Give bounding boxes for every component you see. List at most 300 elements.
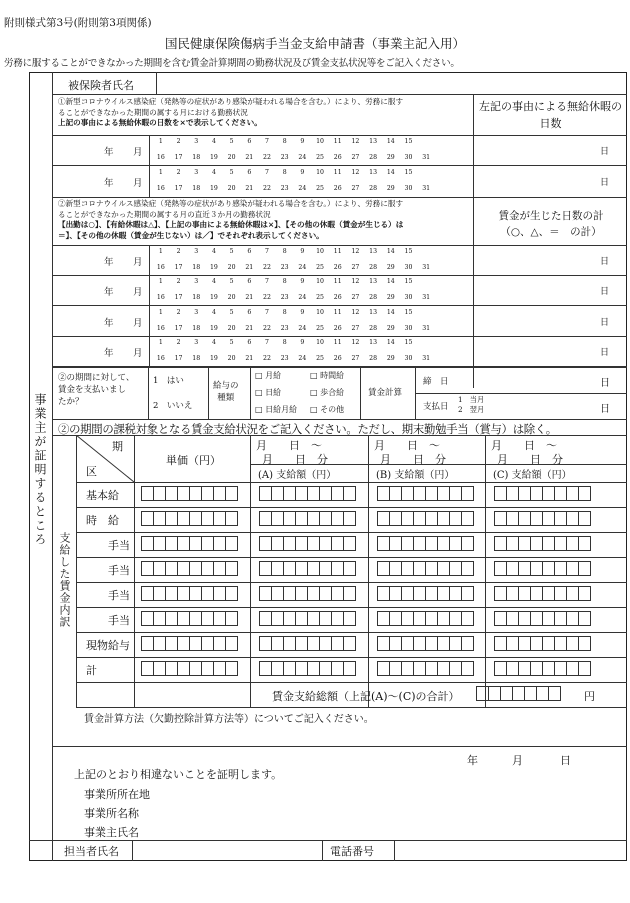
calendar-day[interactable]: 30 — [404, 325, 413, 332]
calendar-day[interactable]: 3 — [194, 339, 199, 346]
calendar-day[interactable]: 30 — [404, 154, 413, 161]
calendar-days-row2[interactable] — [152, 154, 435, 161]
unit-price-boxes[interactable] — [141, 511, 237, 526]
calendar-day[interactable]: 21 — [245, 264, 254, 271]
calendar-day[interactable]: 23 — [280, 325, 289, 332]
divider — [76, 482, 627, 483]
calendar-day[interactable]: 26 — [333, 264, 342, 271]
amount-a-boxes[interactable] — [259, 561, 355, 576]
calendar-day[interactable]: 10 — [316, 169, 324, 176]
calendar-day[interactable]: 25 — [316, 185, 324, 192]
calendar-day[interactable]: 23 — [280, 264, 289, 271]
calendar-day[interactable]: 29 — [386, 355, 395, 362]
divider — [76, 557, 627, 558]
calendar-day[interactable]: 19 — [209, 154, 218, 161]
calendar-day[interactable]: 7 — [265, 339, 269, 346]
calendar-day[interactable]: 19 — [209, 355, 218, 362]
amount-c-boxes[interactable] — [494, 561, 590, 576]
calendar-day[interactable]: 21 — [245, 154, 254, 161]
calendar-day[interactable]: 29 — [386, 294, 395, 301]
calendar-day[interactable]: 11 — [333, 339, 342, 346]
amount-c-boxes[interactable] — [494, 611, 590, 626]
calendar-day[interactable]: 11 — [333, 278, 342, 285]
calendar-day[interactable]: 13 — [369, 309, 378, 316]
calendar-day[interactable]: 25 — [316, 294, 324, 301]
divider — [52, 245, 627, 246]
calendar-day[interactable]: 6 — [247, 309, 252, 316]
calendar-day[interactable]: 24 — [298, 325, 307, 332]
calendar-day[interactable]: 18 — [192, 154, 201, 161]
amount-b-boxes[interactable] — [377, 661, 473, 676]
calendar-day[interactable]: 9 — [300, 138, 305, 145]
calendar-day[interactable]: 9 — [300, 339, 305, 346]
unit-price-boxes[interactable] — [141, 486, 237, 501]
amount-c-boxes[interactable] — [494, 586, 590, 601]
wage-type-label: 給与の 種類 — [213, 381, 239, 403]
calendar-day[interactable]: 30 — [404, 355, 413, 362]
calendar-day[interactable]: 30 — [404, 294, 413, 301]
calendar-day[interactable]: 4 — [211, 248, 216, 255]
calendar-day[interactable]: 23 — [280, 154, 289, 161]
calendar-day[interactable]: 7 — [265, 169, 269, 176]
calendar-day[interactable]: 25 — [316, 154, 324, 161]
amount-c-boxes[interactable] — [494, 536, 590, 551]
calendar-day[interactable]: 3 — [194, 138, 199, 145]
calendar-day[interactable]: 24 — [298, 294, 307, 301]
calendar-day[interactable]: 20 — [227, 154, 236, 161]
calendar-day[interactable]: 15 — [404, 248, 413, 255]
calendar-day[interactable]: 26 — [333, 325, 342, 332]
calendar-day[interactable]: 28 — [369, 264, 378, 271]
calendar-day[interactable]: 15 — [404, 169, 413, 176]
divider — [76, 707, 627, 708]
calendar-day[interactable]: 22 — [263, 325, 271, 332]
calendar-day[interactable]: 6 — [247, 339, 252, 346]
calendar-day[interactable]: 23 — [280, 355, 289, 362]
calendar-day[interactable]: 21 — [245, 325, 254, 332]
calendar-day[interactable]: 4 — [211, 278, 216, 285]
calendar-day[interactable]: 15 — [404, 138, 413, 145]
calendar-day[interactable]: 8 — [282, 169, 287, 176]
calendar-day[interactable]: 9 — [300, 169, 305, 176]
wage-type-piece[interactable]: □ 歩合給 — [310, 388, 345, 397]
calendar-day[interactable]: 12 — [351, 339, 360, 346]
calendar-year-label: 年 — [104, 287, 114, 298]
staff-name-label: 担当者氏名 — [64, 845, 119, 858]
calendar-day[interactable]: 5 — [229, 169, 234, 176]
calendar-day[interactable]: 19 — [209, 185, 218, 192]
amount-a-boxes[interactable] — [259, 586, 355, 601]
unit-price-boxes[interactable] — [141, 586, 237, 601]
calendar-day[interactable]: 18 — [192, 294, 201, 301]
calendar-day[interactable]: 30 — [404, 185, 413, 192]
calendar-day[interactable]: 28 — [369, 294, 378, 301]
calendar-day[interactable]: 26 — [333, 185, 342, 192]
calendar-day[interactable]: 1 — [158, 248, 163, 255]
calendar-month-label: 月 — [133, 348, 143, 359]
calendar-day[interactable]: 2 — [176, 339, 181, 346]
calendar-day[interactable]: 28 — [369, 355, 378, 362]
calendar-day[interactable]: 11 — [333, 309, 342, 316]
calendar-day[interactable]: 18 — [192, 185, 201, 192]
calendar-days-row2[interactable] — [152, 294, 435, 301]
calendar-day[interactable]: 27 — [351, 294, 360, 301]
unit-price-boxes[interactable] — [141, 561, 237, 576]
calendar-day[interactable]: 23 — [280, 294, 289, 301]
period-label: 期 — [112, 440, 123, 453]
calendar-day[interactable]: 5 — [229, 309, 234, 316]
calendar-day[interactable]: 9 — [300, 309, 305, 316]
calendar-day[interactable]: 2 — [176, 309, 181, 316]
divider — [322, 840, 323, 861]
unit-price-boxes[interactable] — [141, 661, 237, 676]
calc-method-label: 賃金計算方法（欠勤控除計算方法等）についてご記入ください。 — [84, 714, 374, 725]
calendar-day[interactable]: 12 — [351, 138, 360, 145]
calendar-day[interactable]: 25 — [316, 264, 324, 271]
calendar-days-row2[interactable] — [152, 185, 435, 192]
office-address-label: 事業所所在地 — [84, 788, 150, 801]
divider — [149, 275, 150, 305]
calendar-day[interactable]: 16 — [156, 355, 165, 362]
divider — [394, 840, 395, 861]
amount-c-boxes[interactable] — [494, 486, 590, 501]
calendar-day[interactable]: 26 — [333, 355, 342, 362]
amount-b-boxes[interactable] — [377, 536, 473, 551]
calendar-day[interactable]: 19 — [209, 294, 218, 301]
calendar-days-row1[interactable] — [152, 169, 417, 176]
calendar-day[interactable]: 22 — [263, 264, 271, 271]
calendar-day[interactable]: 6 — [247, 248, 252, 255]
calendar-day[interactable]: 13 — [369, 339, 378, 346]
amount-b-boxes[interactable] — [377, 561, 473, 576]
calendar-day[interactable]: 1 — [158, 169, 163, 176]
amount-b-boxes[interactable] — [377, 636, 473, 651]
pay-day-options[interactable]: 1 当月 2 翌月 — [458, 395, 485, 414]
calendar-day[interactable]: 23 — [280, 185, 289, 192]
calendar-day[interactable]: 21 — [245, 294, 254, 301]
wage-type-daily-monthly[interactable]: □ 日給月給 — [255, 405, 298, 414]
calendar-day[interactable]: 17 — [174, 185, 183, 192]
divider — [149, 306, 150, 336]
calendar-day[interactable]: 27 — [351, 154, 360, 161]
calendar-day[interactable]: 4 — [211, 339, 216, 346]
wage-type-other[interactable]: □ その他 — [310, 405, 345, 414]
calendar-day[interactable]: 1 — [158, 138, 163, 145]
calendar-day[interactable]: 8 — [282, 138, 287, 145]
calendar-days-row1[interactable] — [152, 309, 417, 316]
calendar-day[interactable]: 22 — [263, 185, 271, 192]
calendar-day[interactable]: 7 — [265, 309, 269, 316]
divider — [52, 165, 627, 166]
calendar-days-row1[interactable] — [152, 138, 417, 145]
calendar-day[interactable]: 24 — [298, 185, 307, 192]
calendar-day[interactable]: 22 — [263, 355, 271, 362]
calendar-days-row2[interactable] — [152, 355, 435, 362]
form-number: 附則様式第3号(附則第3項関係) — [4, 17, 152, 29]
calendar-day[interactable]: 4 — [211, 169, 216, 176]
calendar-day[interactable]: 17 — [174, 264, 183, 271]
divider — [52, 336, 627, 337]
calendar-month-label: 月 — [133, 178, 143, 189]
calendar-day[interactable]: 22 — [263, 154, 271, 161]
calendar-day[interactable]: 20 — [227, 325, 236, 332]
calendar-day[interactable]: 31 — [422, 154, 431, 161]
calendar-day[interactable]: 31 — [422, 185, 431, 192]
calendar-day-unit: 日 — [600, 257, 610, 267]
calendar-month-label: 月 — [133, 287, 143, 298]
divider — [52, 135, 627, 136]
amount-b-boxes[interactable] — [377, 611, 473, 626]
calendar-day[interactable]: 10 — [316, 138, 324, 145]
calendar-month-label: 月 — [133, 257, 143, 268]
calendar-day[interactable]: 10 — [316, 248, 324, 255]
divider — [52, 197, 627, 198]
calendar-day[interactable]: 14 — [386, 339, 395, 346]
calendar-day[interactable]: 1 — [158, 309, 163, 316]
calendar-day[interactable]: 14 — [386, 278, 395, 285]
calendar-day[interactable]: 8 — [282, 248, 287, 255]
calendar-day[interactable]: 12 — [351, 309, 360, 316]
total-amount-boxes[interactable] — [476, 686, 560, 701]
amount-b-boxes[interactable] — [377, 511, 473, 526]
calendar-day[interactable]: 11 — [333, 248, 342, 255]
calendar-day[interactable]: 3 — [194, 169, 199, 176]
calendar-day[interactable]: 15 — [404, 339, 413, 346]
calendar-day[interactable]: 6 — [247, 169, 252, 176]
calendar-day[interactable]: 5 — [229, 248, 234, 255]
form-instruction: 労務に服することができなかった期間を含む賃金計算期間の勤務状況及び賃金支払状況等をご記入ください。 — [4, 58, 460, 69]
calendar-day[interactable]: 16 — [156, 264, 165, 271]
wage-type-monthly[interactable]: □ 月給 — [255, 371, 282, 380]
calendar-year-label: 年 — [104, 178, 114, 189]
divider — [52, 367, 627, 368]
calendar-day[interactable]: 27 — [351, 355, 360, 362]
calendar-day[interactable]: 7 — [265, 248, 269, 255]
calendar-day[interactable]: 4 — [211, 309, 216, 316]
col-a-head: (A) 支給額（円） — [258, 470, 337, 481]
section2-right-head: 賃金が生じた日数の計 （○、△、＝ の計） — [498, 210, 604, 238]
calendar-day[interactable]: 16 — [156, 185, 165, 192]
calendar-day[interactable]: 24 — [298, 154, 307, 161]
total-yen: 円 — [584, 690, 595, 703]
calendar-days-row2[interactable] — [152, 325, 435, 332]
calendar-day[interactable]: 15 — [404, 278, 413, 285]
calendar-days-row1[interactable] — [152, 248, 417, 255]
calendar-day[interactable]: 31 — [422, 264, 431, 271]
calendar-day[interactable]: 20 — [227, 264, 236, 271]
calendar-day[interactable]: 16 — [156, 294, 165, 301]
wage-row-label: 手当 — [108, 614, 130, 627]
calendar-day[interactable]: 27 — [351, 185, 360, 192]
calendar-day[interactable]: 24 — [298, 264, 307, 271]
calendar-day[interactable]: 21 — [245, 185, 254, 192]
calendar-day[interactable]: 28 — [369, 154, 378, 161]
calendar-day[interactable]: 13 — [369, 248, 378, 255]
amount-a-boxes[interactable] — [259, 611, 355, 626]
phone-field[interactable] — [396, 841, 624, 860]
calendar-day[interactable]: 19 — [209, 325, 218, 332]
calendar-day[interactable]: 31 — [422, 325, 431, 332]
calendar-day-unit: 日 — [600, 318, 610, 328]
calendar-day[interactable]: 5 — [229, 138, 234, 145]
calendar-day[interactable]: 1 — [158, 339, 163, 346]
calendar-day[interactable]: 29 — [386, 325, 395, 332]
calendar-day[interactable]: 5 — [229, 278, 234, 285]
insured-name-field[interactable] — [158, 74, 624, 93]
calendar-day-unit: 日 — [600, 178, 610, 188]
calendar-day[interactable]: 16 — [156, 325, 165, 332]
calendar-day[interactable]: 9 — [300, 278, 305, 285]
calendar-day[interactable]: 27 — [351, 325, 360, 332]
cert-year: 年 — [467, 754, 478, 767]
calendar-days-row1[interactable] — [152, 339, 417, 346]
calendar-day[interactable]: 1 — [158, 278, 163, 285]
calendar-day[interactable]: 12 — [351, 278, 360, 285]
calendar-day[interactable]: 20 — [227, 185, 236, 192]
calendar-year-label: 年 — [104, 147, 114, 158]
unit-price-boxes[interactable] — [141, 636, 237, 651]
calendar-day[interactable]: 28 — [369, 185, 378, 192]
calendar-day[interactable]: 2 — [176, 138, 181, 145]
calendar-day[interactable]: 13 — [369, 278, 378, 285]
calendar-day[interactable]: 7 — [265, 138, 269, 145]
divider — [250, 435, 251, 707]
wage-section-heading: ②の期間の課税対象となる賃金支給状況をご記入ください。ただし、期末勤勉手当（賞与）は除く。 — [58, 422, 557, 436]
payment-yes-option[interactable]: 1 はい — [153, 376, 184, 386]
wage-type-hourly[interactable]: □ 時間給 — [310, 371, 345, 380]
calendar-day[interactable]: 20 — [227, 294, 236, 301]
calendar-day[interactable]: 6 — [247, 138, 252, 145]
divider — [76, 507, 627, 508]
calendar-day[interactable]: 3 — [194, 309, 199, 316]
divider — [52, 94, 627, 95]
calendar-day[interactable]: 25 — [316, 325, 324, 332]
calendar-day[interactable]: 31 — [422, 294, 431, 301]
calendar-day[interactable]: 25 — [316, 355, 324, 362]
amount-c-boxes[interactable] — [494, 511, 590, 526]
wage-type-daily[interactable]: □ 日給 — [255, 388, 282, 397]
calendar-day[interactable]: 21 — [245, 355, 254, 362]
calendar-day[interactable]: 18 — [192, 264, 201, 271]
payment-no-option[interactable]: 2 いいえ — [153, 401, 193, 411]
staff-name-field[interactable] — [134, 841, 320, 860]
calendar-day[interactable]: 30 — [404, 264, 413, 271]
divider — [485, 435, 486, 707]
calendar-day[interactable]: 10 — [316, 339, 324, 346]
calendar-day[interactable]: 17 — [174, 355, 183, 362]
calendar-day[interactable]: 2 — [176, 169, 181, 176]
calendar-day[interactable]: 14 — [386, 138, 395, 145]
calendar-day[interactable]: 27 — [351, 264, 360, 271]
calendar-day[interactable]: 5 — [229, 339, 234, 346]
office-name-label: 事業所名称 — [84, 807, 139, 820]
calendar-day[interactable]: 29 — [386, 185, 395, 192]
calendar-day[interactable]: 26 — [333, 294, 342, 301]
calendar-day[interactable]: 29 — [386, 264, 395, 271]
calendar-day[interactable]: 2 — [176, 278, 181, 285]
amount-b-boxes[interactable] — [377, 586, 473, 601]
amount-a-boxes[interactable] — [259, 661, 355, 676]
unit-price-boxes[interactable] — [141, 536, 237, 551]
calendar-day[interactable]: 22 — [263, 294, 271, 301]
calendar-day[interactable]: 8 — [282, 339, 287, 346]
divider — [250, 464, 627, 465]
calendar-day[interactable]: 3 — [194, 278, 199, 285]
calendar-day[interactable]: 14 — [386, 309, 395, 316]
calendar-day[interactable]: 9 — [300, 248, 305, 255]
calendar-day[interactable]: 17 — [174, 294, 183, 301]
calendar-day[interactable]: 3 — [194, 248, 199, 255]
divider — [52, 746, 627, 747]
calendar-day[interactable]: 29 — [386, 154, 395, 161]
calendar-day[interactable]: 8 — [282, 309, 287, 316]
insured-name-label: 被保険者氏名 — [68, 79, 134, 92]
calendar-day[interactable]: 24 — [298, 355, 307, 362]
calendar-day[interactable]: 14 — [386, 169, 395, 176]
amount-a-boxes[interactable] — [259, 636, 355, 651]
calendar-day[interactable]: 12 — [351, 169, 360, 176]
calendar-day[interactable]: 10 — [316, 278, 324, 285]
divider — [132, 840, 133, 861]
amount-c-boxes[interactable] — [494, 636, 590, 651]
calendar-day[interactable]: 2 — [176, 248, 181, 255]
divider — [208, 367, 209, 419]
calendar-days-row2[interactable] — [152, 264, 435, 271]
amount-a-boxes[interactable] — [259, 536, 355, 551]
calendar-day[interactable]: 17 — [174, 154, 183, 161]
divider — [52, 419, 627, 420]
calendar-day[interactable]: 13 — [369, 138, 378, 145]
calendar-day-unit: 日 — [600, 348, 610, 358]
calendar-day[interactable]: 11 — [333, 169, 342, 176]
calendar-day[interactable]: 14 — [386, 248, 395, 255]
calendar-day[interactable]: 8 — [282, 278, 287, 285]
col-a-range-from: 月 日 ～ — [256, 439, 322, 452]
divider — [149, 336, 150, 366]
calendar-day[interactable]: 13 — [369, 169, 378, 176]
calendar-day[interactable]: 10 — [316, 309, 324, 316]
divider — [156, 72, 157, 94]
calendar-year-label: 年 — [104, 318, 114, 329]
calendar-day[interactable]: 6 — [247, 278, 252, 285]
calendar-day[interactable]: 11 — [333, 138, 342, 145]
amount-b-boxes[interactable] — [377, 486, 473, 501]
col-b-head: (B) 支給額（円） — [376, 470, 455, 481]
calendar-day[interactable]: 4 — [211, 138, 216, 145]
amount-c-boxes[interactable] — [494, 661, 590, 676]
calendar-day[interactable]: 20 — [227, 355, 236, 362]
calendar-day[interactable]: 28 — [369, 325, 378, 332]
calendar-day[interactable]: 18 — [192, 325, 201, 332]
calendar-day[interactable]: 31 — [422, 355, 431, 362]
divider — [149, 245, 150, 275]
amount-a-boxes[interactable] — [259, 511, 355, 526]
calendar-day[interactable]: 7 — [265, 278, 269, 285]
divider — [473, 94, 474, 388]
calendar-day[interactable]: 16 — [156, 154, 165, 161]
calendar-day[interactable]: 19 — [209, 264, 218, 271]
calendar-days-row1[interactable] — [152, 278, 417, 285]
divider — [76, 582, 627, 583]
amount-a-boxes[interactable] — [259, 486, 355, 501]
calendar-day[interactable]: 12 — [351, 248, 360, 255]
calendar-day[interactable]: 15 — [404, 309, 413, 316]
calendar-day[interactable]: 18 — [192, 355, 201, 362]
divider — [360, 367, 361, 419]
unit-price-boxes[interactable] — [141, 611, 237, 626]
calendar-day[interactable]: 26 — [333, 154, 342, 161]
calendar-day[interactable]: 17 — [174, 325, 183, 332]
